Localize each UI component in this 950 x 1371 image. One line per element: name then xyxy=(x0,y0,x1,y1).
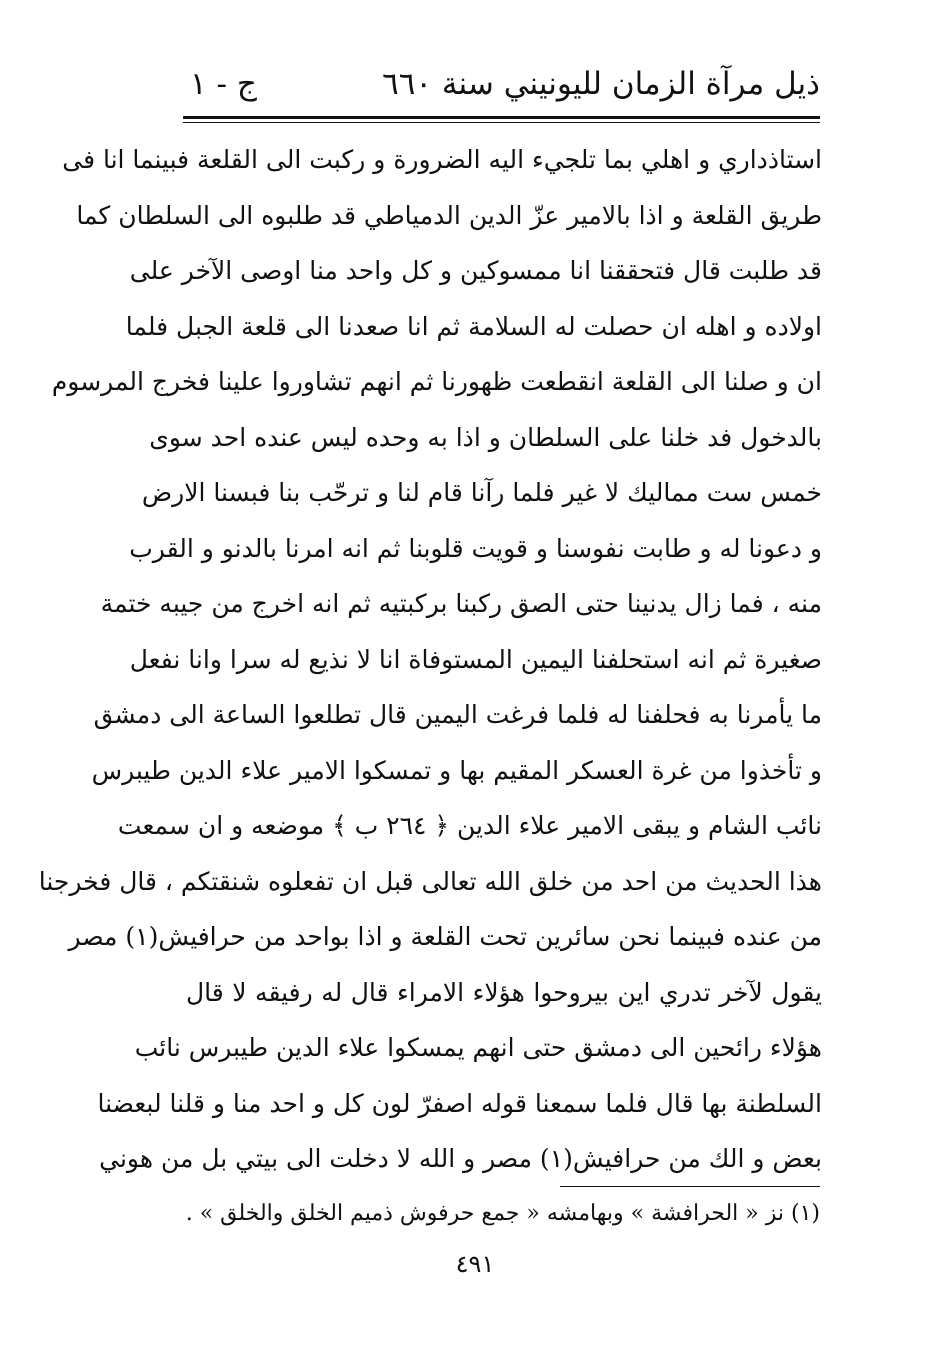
text-line: هؤلاء رائحين الى دمشق حتى انهم يمسكوا علاء الدين طيبرس نائب xyxy=(134,1033,822,1062)
text-line: منه ، فما زال يدنينا حتى الصق ركبنا بركبتيه ثم انه اخرج من جيبه ختمة xyxy=(100,589,822,618)
text-line: طريق القلعة و اذا بالامير عزّ الدين الدمياطي قد طلبوه الى السلطان كما xyxy=(76,200,822,230)
text-line: هذا الحديث من احد من خلق الله تعالى قبل ان تفعلوه شنقتكم ، قال فخرجنا xyxy=(38,866,822,896)
footnote-rule xyxy=(560,1186,820,1187)
text-line: يقول لآخر تدري اين بيروحوا هؤلاء الامراء قال له رفيقه لا قال xyxy=(186,977,822,1007)
text-line: من عنده فبينما نحن سائرين تحت القلعة و اذا بواحد من حرافيش(١) مصر xyxy=(68,922,822,951)
footnote: (١) نز « الحرافشة » وبهامشه « جمع حرفوش ذميم الخلق والخلق » . xyxy=(185,1201,820,1226)
page-number: ٤٩١ xyxy=(455,1250,495,1278)
body-text xyxy=(38,132,822,1187)
text-line: السلطنة بها قال فلما سمعنا قوله اصفرّ لون كل و احد منا و قلنا لبعضنا xyxy=(97,1088,822,1118)
running-header xyxy=(190,58,820,110)
text-line: قد طلبت قال فتحققنا انا ممسوكين و كل واحد منا اوصى الآخر على xyxy=(129,256,822,285)
volume-number: ج - ١ xyxy=(190,66,257,102)
text-line: ان و صلنا الى القلعة انقطعت ظهورنا ثم انهم تشاوروا علينا فخرج المرسوم xyxy=(51,367,822,396)
header-title: ذيل مرآة الزمان لليونيني سنة ٦٦٠ xyxy=(382,66,820,102)
text-line: و تأخذوا من غرة العسكر المقيم بها و تمسكوا الامير علاء الدين طيبرس xyxy=(91,755,822,785)
text-line: صغيرة ثم انه استحلفنا اليمين المستوفاة انا لا نذيع له سرا وانا نفعل xyxy=(129,644,822,674)
header-rule-thin xyxy=(183,122,820,123)
text-line: استاذداري و اهلي بما تلجيء اليه الضرورة و ركبت الى القلعة فبينما انا فى xyxy=(62,145,822,174)
header-rule-thick xyxy=(183,116,820,119)
text-line: اولاده و اهله ان حصلت له السلامة ثم انا صعدنا الى قلعة الجبل فلما xyxy=(125,311,822,341)
text-line: بعض و الك من حرافيش(١) مصر و الله لا دخلت الى بيتي بل من هوني xyxy=(99,1144,822,1173)
text-line: بالدخول فد خلنا على السلطان و اذا به وحده ليس عنده احد سوى xyxy=(149,422,822,452)
text-line: و دعونا له و طابت نفوسنا و قويت قلوبنا ثم انه امرنا بالدنو و القرب xyxy=(129,533,822,563)
text-line: نائب الشام و يبقى الامير علاء الدين ﴿ ٢٦٤ ب ﴾ موضعه و ان سمعت xyxy=(117,811,822,840)
text-line: خمس ست مماليك لا غير فلما رآنا قام لنا و ترحّب بنا فبسنا الارض xyxy=(141,478,822,507)
text-line: ما يأمرنا به فحلفنا له فلما فرغت اليمين قال تطلعوا الساعة الى دمشق xyxy=(93,700,822,729)
